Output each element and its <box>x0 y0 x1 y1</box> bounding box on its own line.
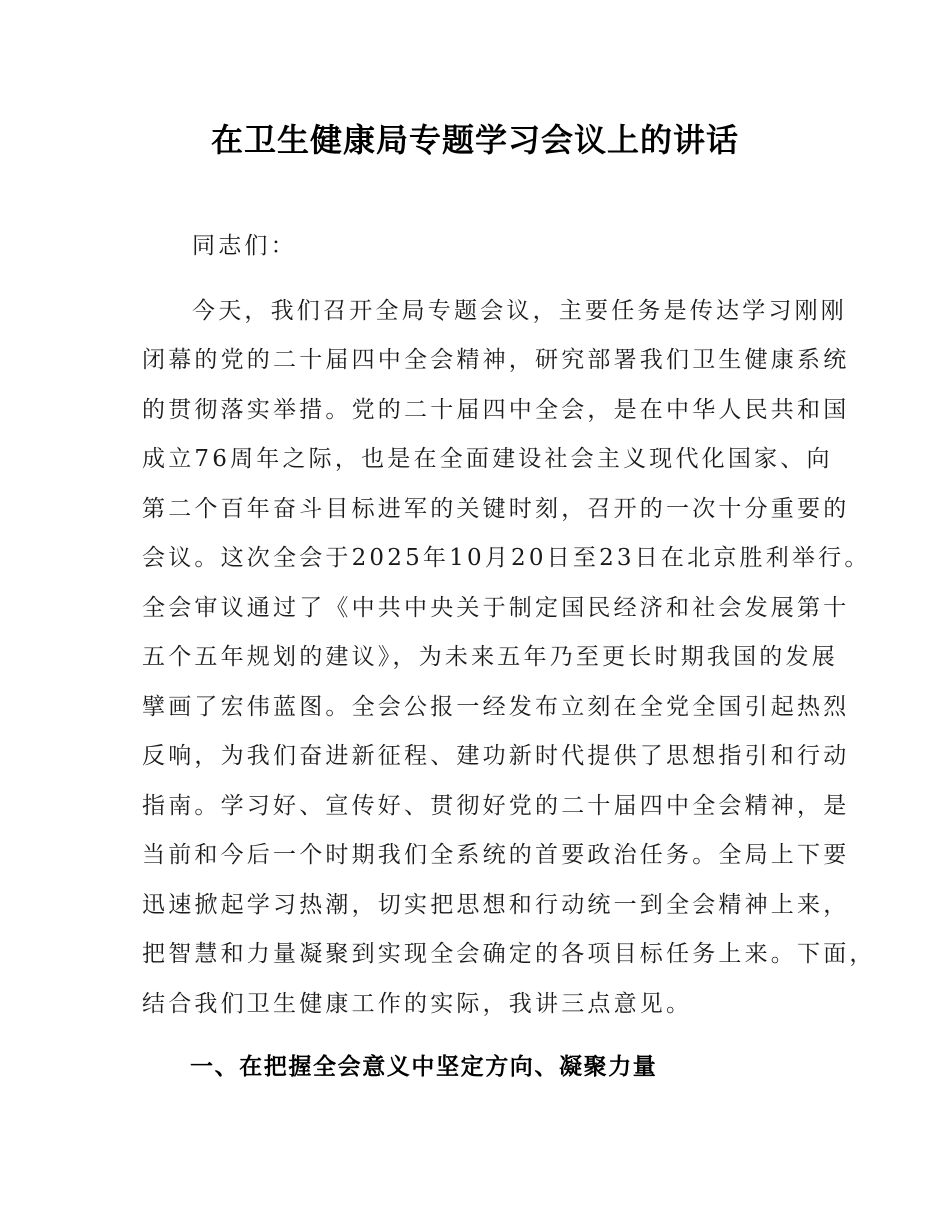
paragraph-line: 把智慧和力量凝聚到实现全会确定的各项目标任务上来。下面， <box>142 941 876 967</box>
paragraph-line: 指南。学习好、宣传好、贯彻好党的二十届四中全会精神，是 <box>142 792 850 819</box>
paragraph-line: 的贯彻落实举措。党的二十届四中全会，是在中华人民共和国 <box>142 396 850 423</box>
paragraph-line: 今天，我们召开全局专题会议，主要任务是传达学习刚刚 <box>192 297 847 324</box>
paragraph-line: 五个五年规划的建议》，为未来五年乃至更长时期我国的发展 <box>142 644 838 670</box>
paragraph-line: 闭幕的党的二十届四中全会精神，研究部署我们卫生健康系统 <box>142 347 850 373</box>
paragraph-line: 成立76周年之际，也是在全面建设社会主义现代化国家、向 <box>142 446 833 472</box>
paragraph-line: 当前和今后一个时期我们全系统的首要政治任务。全局上下要 <box>142 842 850 868</box>
paragraph-line: 反响，为我们奋进新征程、建功新时代提供了思想指引和行动 <box>142 743 850 769</box>
section-heading: 一、在把握全会意义中坚定方向、凝聚力量 <box>190 1054 658 1080</box>
paragraph-line: 第二个百年奋斗目标进军的关键时刻，召开的一次十分重要的 <box>142 495 850 522</box>
paragraph-line: 结合我们卫生健康工作的实际，我讲三点意见。 <box>142 990 693 1017</box>
document-body <box>142 222 876 1093</box>
salutation: 同志们： <box>192 233 297 259</box>
paragraph-line: 迅速掀起学习热潮，切实把思想和行动统一到全会精神上来， <box>142 891 850 918</box>
paragraph-line: 全会审议通过了《中共中央关于制定国民经济和社会发展第十 <box>142 594 850 621</box>
paragraph-line: 擘画了宏伟蓝图。全会公报一经发布立刻在全党全国引起热烈 <box>142 693 850 720</box>
paragraph-1 <box>142 287 876 1030</box>
document-title: 在卫生健康局专题学习会议上的讲话 <box>210 121 739 159</box>
paragraph-line: 会议。这次全会于2025年10月20日至23日在北京胜利举行。 <box>142 545 871 571</box>
